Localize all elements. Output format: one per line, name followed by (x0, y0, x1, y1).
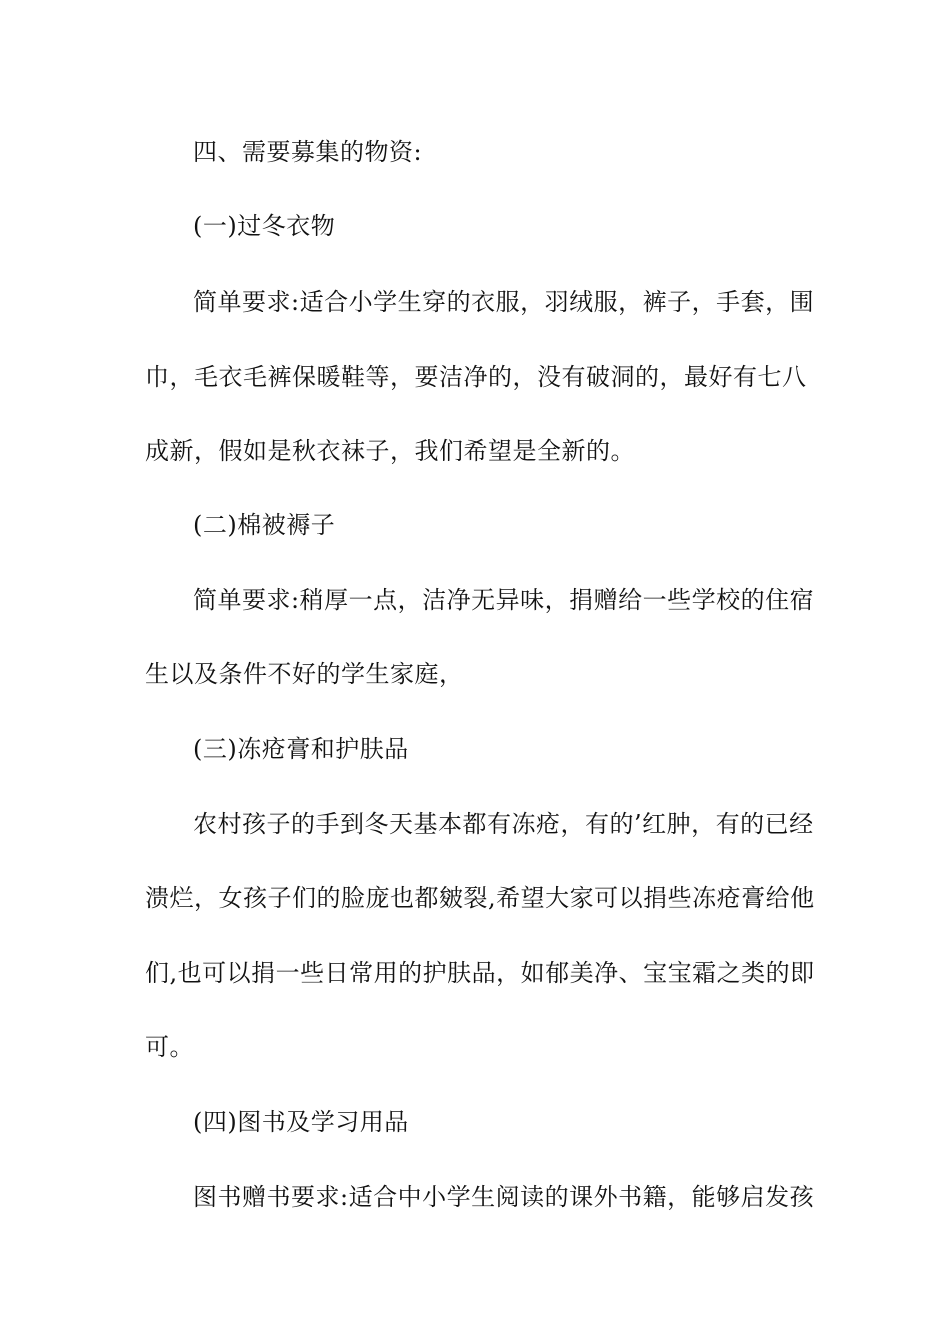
paragraph-line: 图书赠书要求:适合中小学生阅读的课外书籍，能够启发孩 (193, 1183, 815, 1211)
paragraph-line: 简单要求:稍厚一点，洁净无异味，捐赠给一些学校的住宿 (193, 586, 815, 614)
paragraph-line: 溃烂，女孩子们的脸庞也都皴裂,希望大家可以捐些冻疮膏给他 (145, 884, 815, 912)
paragraph-line: 成新，假如是秋衣袜子，我们希望是全新的。 (145, 437, 635, 465)
paragraph-line: 们,也可以捐一些日常用的护肤品，如郁美净、宝宝霜之类的即 (145, 959, 815, 987)
paragraph-line: 简单要求:适合小学生穿的衣服，羽绒服，裤子，手套，围 (193, 288, 815, 316)
paragraph-line: 生以及条件不好的学生家庭， (145, 660, 464, 688)
paragraph-line: 可。 (145, 1033, 194, 1061)
subsection-heading: (二)棉被褥子 (193, 511, 336, 539)
subsection-heading: (四)图书及学习用品 (193, 1108, 409, 1136)
section-heading: 四、需要募集的物资: (193, 138, 423, 166)
subsection-heading: (三)冻疮膏和护肤品 (193, 735, 409, 763)
subsection-heading: (一)过冬衣物 (193, 212, 336, 240)
paragraph-line: 农村孩子的手到冬天基本都有冻疮，有的’红肿，有的已经 (193, 810, 814, 838)
paragraph-line: 巾，毛衣毛裤保暖鞋等，要洁净的，没有破洞的，最好有七八 (145, 363, 807, 391)
